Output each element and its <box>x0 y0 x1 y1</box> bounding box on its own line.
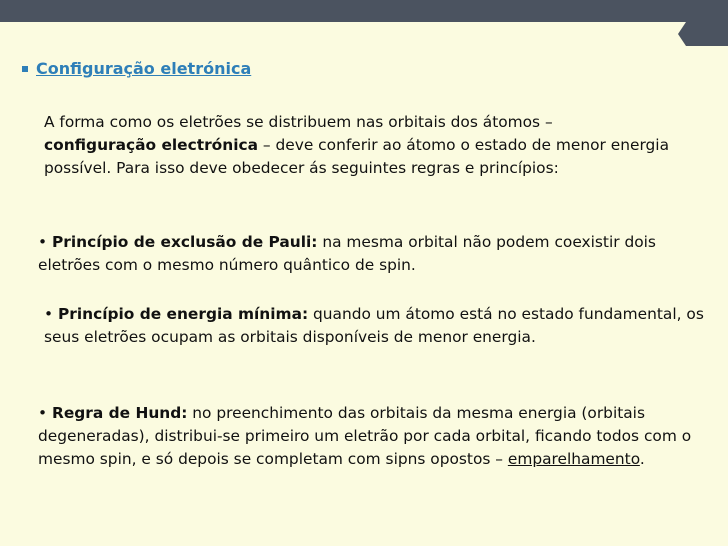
bullet-dot: • <box>38 233 48 251</box>
heading-text: Configuração eletrónica <box>36 59 252 78</box>
intro-text-before: A forma como os eletrões se distribuem nas orbitais dos átomos – <box>44 113 553 131</box>
intro-bold-term: configuração electrónica <box>44 136 258 154</box>
hund-rule <box>38 402 708 471</box>
bullet-dot: • <box>38 404 48 422</box>
pauli-principle <box>38 231 708 277</box>
emparelhamento-term: emparelhamento <box>507 450 640 468</box>
square-bullet-icon <box>22 66 28 72</box>
bullet-dot: • <box>44 305 54 323</box>
section-heading <box>22 59 251 78</box>
top-decor-tab <box>686 22 728 46</box>
min-energy-title: Princípio de energia mínima: <box>57 305 309 323</box>
min-energy-principle <box>44 303 714 349</box>
hund-title: Regra de Hund: <box>51 404 188 422</box>
min-energy-text: quando um átomo está no estado fundamental, os seus eletrões ocupam as orbitais disponíveis de menor energia. <box>44 305 704 346</box>
top-decor-bar <box>0 0 728 22</box>
pauli-title: Princípio de exclusão de Pauli: <box>51 233 318 251</box>
pauli-text: na mesma orbital não podem coexistir dois eletrões com o mesmo número quântico de spin. <box>38 233 656 274</box>
intro-paragraph <box>44 111 704 180</box>
intro-text-after: – deve conferir ao átomo o estado de menor energia possível. Para isso deve obedecer ás seguintes regras e princípios: <box>44 136 670 177</box>
top-decor-notch <box>678 22 686 46</box>
hund-text: no preenchimento das orbitais da mesma energia (orbitais degeneradas), distribui-se primeiro um eletrão por cada orbital, ficando todos com o mesmo spin, e só depois se completam com sipns opostos – <box>38 404 692 468</box>
hund-end: . <box>639 450 645 468</box>
